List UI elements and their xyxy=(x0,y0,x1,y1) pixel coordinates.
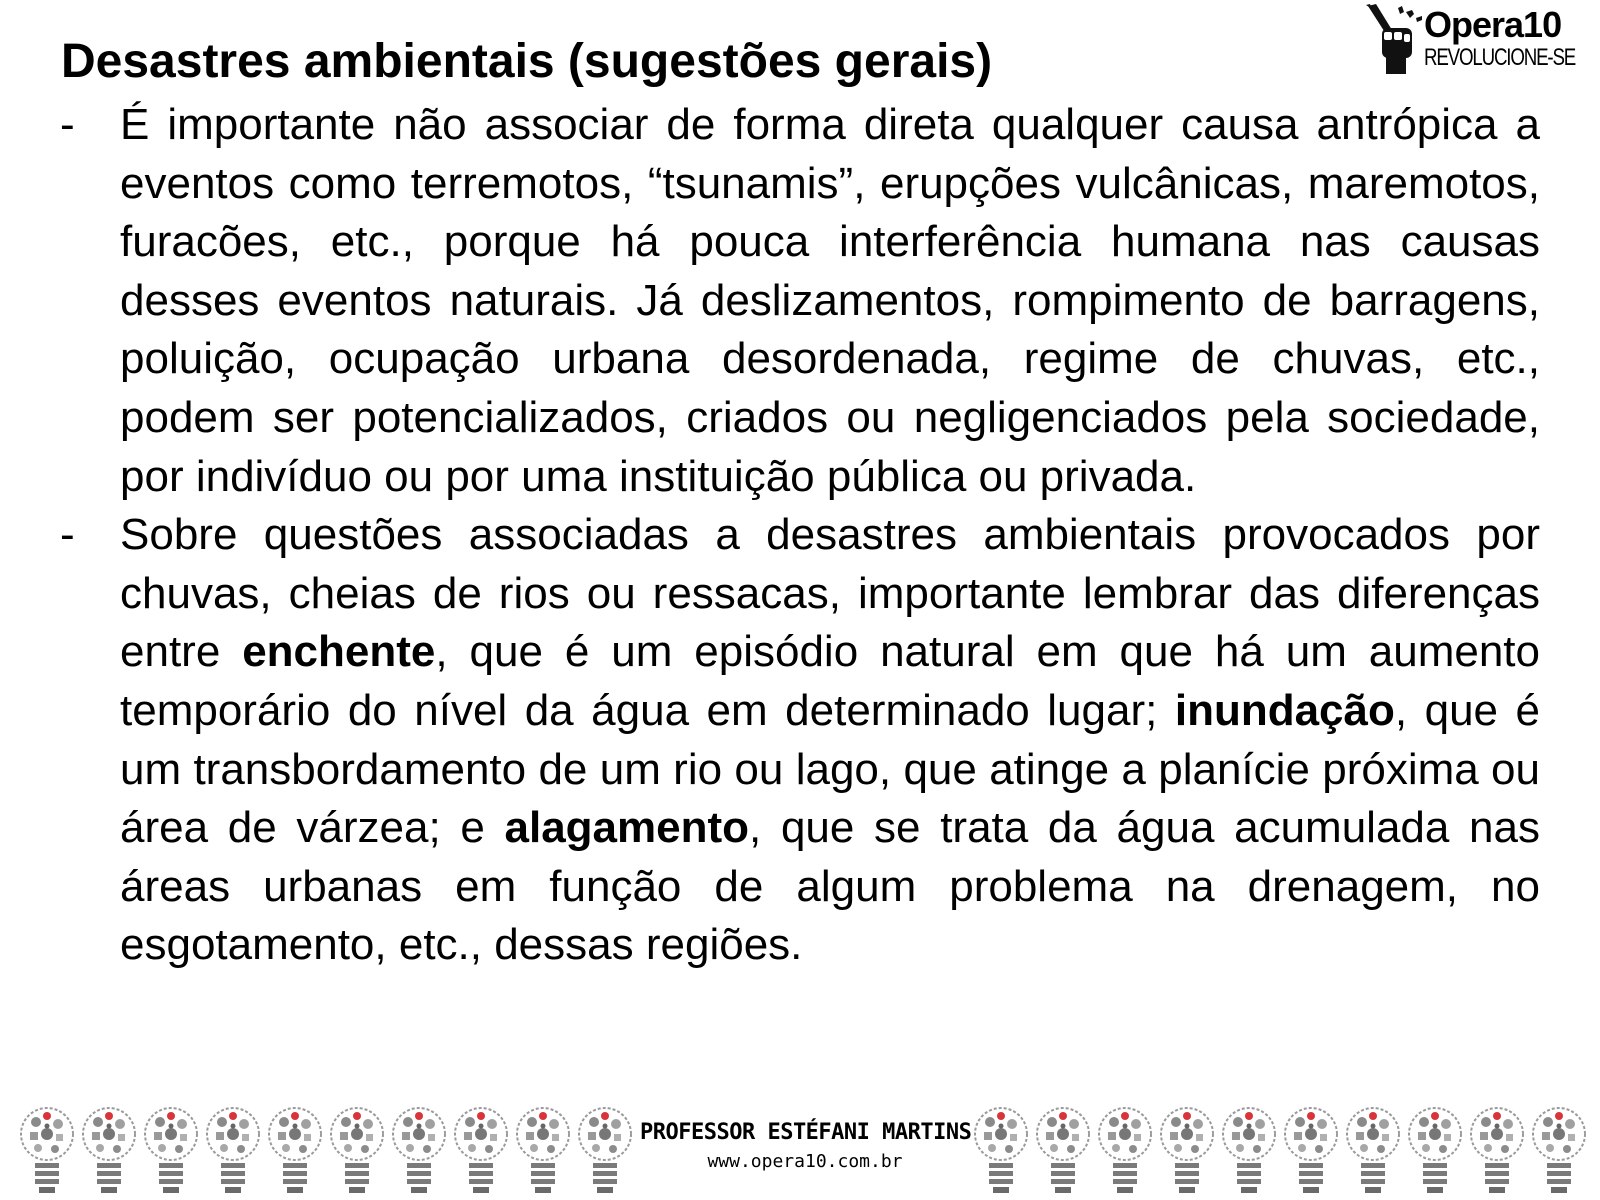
bullet-marker: - xyxy=(60,510,75,560)
lightbulb-icon xyxy=(264,1100,326,1200)
slide-body xyxy=(60,96,1540,975)
fist-pencil-icon xyxy=(1364,4,1424,76)
lightbulb-icon xyxy=(16,1100,78,1200)
lightbulb-icon xyxy=(970,1100,1032,1200)
text-run: , que é um episódio natural em que há um aumento temporário do nível da água em determinado lugar; xyxy=(120,627,1540,735)
lightbulb-icon xyxy=(1094,1100,1156,1200)
lightbulb-icon xyxy=(574,1100,636,1200)
lightbulb-icon xyxy=(1466,1100,1528,1200)
opera10-logo xyxy=(1364,4,1586,76)
lightbulb-icon xyxy=(1342,1100,1404,1200)
lightbulb-icon xyxy=(1218,1100,1280,1200)
lightbulb-icon xyxy=(512,1100,574,1200)
bulb-row-left xyxy=(16,1100,636,1200)
lightbulb-icon xyxy=(326,1100,388,1200)
lightbulb-icon xyxy=(202,1100,264,1200)
site-url: www.opera10.com.br xyxy=(707,1151,903,1172)
bullet-text: É importante não associar de forma direta qualquer causa antrópica a eventos como terremotos, “tsunamis”, erupções vulcânicas, maremotos, furacões, etc., porque há pouca interferência humana nas causas desses eventos naturais. Já deslizamentos, rompimento de barragens, poluição, ocupação urbana desordenada, regime de chuvas, etc., podem ser potencializados, criados ou negligenciados pela sociedade, por indivíduo ou por uma instituição pública ou privada. xyxy=(120,100,1540,501)
lightbulb-icon xyxy=(450,1100,512,1200)
footer xyxy=(0,1100,1600,1200)
text-run: Sobre questões associadas a desastres ambientais provocados por chuvas, cheias de rios ou ressacas, importante lembrar das diferenças entre xyxy=(120,510,1540,677)
bulb-row-right xyxy=(970,1100,1590,1200)
term-enchente: enchente xyxy=(242,627,436,677)
lightbulb-icon xyxy=(1528,1100,1590,1200)
bullet-marker: - xyxy=(60,100,75,149)
lightbulb-icon xyxy=(1032,1100,1094,1200)
lightbulb-icon xyxy=(388,1100,450,1200)
slide-title: Desastres ambientais (sugestões gerais) xyxy=(61,35,993,88)
bullet-text xyxy=(120,506,1540,975)
lightbulb-icon xyxy=(1404,1100,1466,1200)
footer-credit xyxy=(640,1118,970,1176)
bullet-item xyxy=(60,506,1540,975)
text-run: , que se trata da água acumulada nas áreas urbanas em função de algum problema na drenagem, no esgotamento, etc., dessas regiões. xyxy=(120,803,1540,970)
term-inundacao: inundação xyxy=(1174,685,1395,735)
logo-tagline: REVOLUCIONE-SE xyxy=(1424,44,1576,71)
author-name: PROFESSOR ESTÉFANI MARTINS xyxy=(640,1120,972,1145)
logo-wordmark: Opera10 xyxy=(1424,4,1562,45)
lightbulb-icon xyxy=(1280,1100,1342,1200)
text-run: , que é um transbordamento de um rio ou lago, que atinge a planície próxima ou área de várzea; e xyxy=(120,685,1540,853)
lightbulb-icon xyxy=(78,1100,140,1200)
bullet-item xyxy=(60,96,1540,506)
lightbulb-icon xyxy=(140,1100,202,1200)
lightbulb-icon xyxy=(1156,1100,1218,1200)
term-alagamento: alagamento xyxy=(504,803,750,853)
